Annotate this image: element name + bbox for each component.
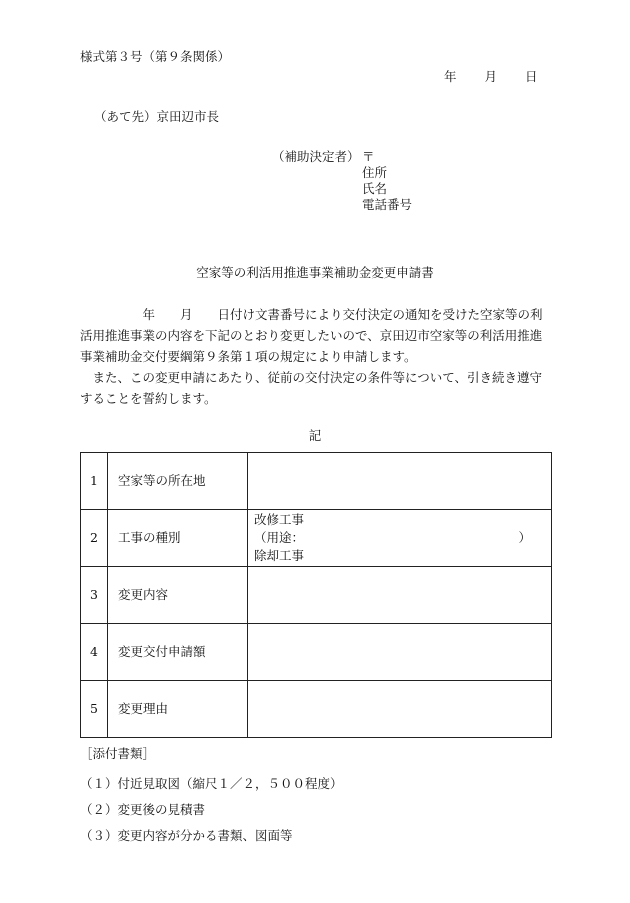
item-number: 3	[81, 567, 108, 624]
work-type-field[interactable]	[248, 510, 552, 567]
items-table	[80, 452, 552, 738]
item-number: 4	[81, 624, 108, 681]
date-line	[444, 71, 538, 84]
name-label: 氏名	[362, 181, 388, 196]
item-label: 変更交付申請額	[108, 624, 248, 681]
item-label: 工事の種別	[108, 510, 248, 567]
date-day: 日	[525, 69, 538, 84]
addressee: （あて先）京田辺市長	[94, 109, 220, 124]
item-number: 5	[81, 681, 108, 738]
item-number: 1	[81, 453, 108, 510]
phone-label: 電話番号	[362, 197, 413, 212]
body-paragraph-2: また、この変更申請にあたり、従前の交付決定の条件等について、引き続き遵守することを誓約します。	[80, 370, 543, 406]
change-reason-field[interactable]	[248, 681, 552, 738]
usage-close: ）	[518, 530, 531, 545]
document-title: 空家等の利活用推進事業補助金変更申請書	[196, 265, 434, 280]
form-number: 様式第３号（第９条関係）	[80, 49, 231, 64]
table-row	[81, 567, 552, 624]
body-paragraph-1: 年 月 日付け文書番号により交付決定の通知を受けた空家等の利活用推進事業の内容を下記のとおり変更したいので、京田辺市空家等の利活用推進事業補助金交付要綱第９条第１項の規定により申請します。	[80, 307, 543, 364]
change-content-field[interactable]	[248, 567, 552, 624]
list-item: （３）変更内容が分かる書類、図面等	[80, 828, 293, 843]
item-label: 空家等の所在地	[108, 453, 248, 510]
table-row	[81, 681, 552, 738]
address-label: 住所	[362, 165, 388, 180]
applicant-label: （補助決定者）	[272, 149, 360, 164]
item-number: 2	[81, 510, 108, 567]
item-label: 変更内容	[108, 567, 248, 624]
ki-heading: 記	[308, 428, 322, 443]
postal-mark: 〒	[362, 149, 375, 164]
date-month: 月	[484, 69, 498, 84]
body-text	[80, 304, 551, 409]
list-item: （１）付近見取図（縮尺１／２，５００程度）	[80, 776, 343, 791]
list-item: （２）変更後の見積書	[80, 802, 206, 817]
attachments-list	[80, 776, 343, 854]
table-row	[81, 453, 552, 510]
option-demolition: 除却工事	[254, 548, 305, 563]
attachments-heading: ［添付書類］	[80, 746, 156, 761]
date-year: 年	[444, 69, 457, 84]
usage-open: （用途：	[254, 530, 305, 545]
option-renovation: 改修工事	[254, 512, 305, 527]
table-row	[81, 624, 552, 681]
usage-line	[254, 529, 551, 547]
item-label: 変更理由	[108, 681, 248, 738]
location-field[interactable]	[248, 453, 552, 510]
change-amount-field[interactable]	[248, 624, 552, 681]
table-row	[81, 510, 552, 567]
applicant-fields	[362, 151, 412, 215]
